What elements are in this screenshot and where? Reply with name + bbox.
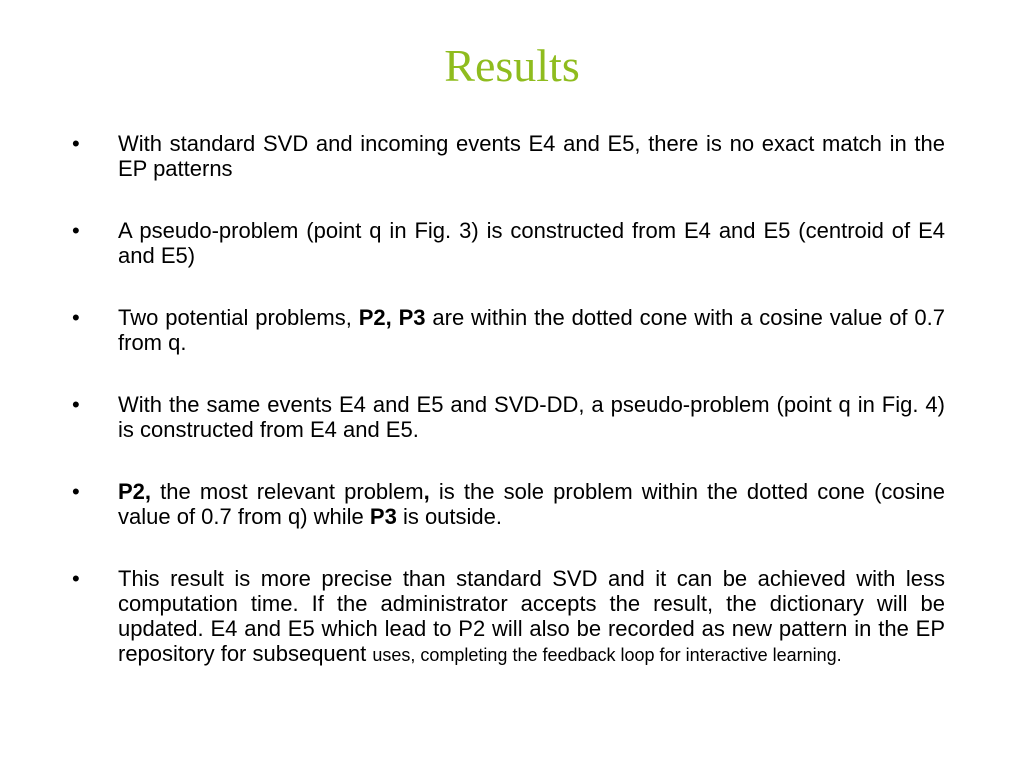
bullet-item (72, 479, 945, 529)
bullet-marker: • (72, 479, 80, 504)
bullet-text: With standard SVD and incoming events E4 and E5, there is no exact match in the EP patterns (118, 131, 945, 181)
bullet-item (72, 305, 945, 355)
bullet-marker: • (72, 218, 80, 243)
bullet-marker: • (72, 305, 80, 330)
bullet-marker: • (72, 566, 80, 591)
bullet-item (72, 218, 945, 268)
bullet-small-text: uses, completing the feedback loop for interactive learning. (372, 645, 842, 665)
bullet-text-part: is outside. (396, 504, 502, 529)
bullet-text: A pseudo-problem (point q in Fig. 3) is constructed from E4 and E5 (centroid of E4 and E5) (118, 218, 945, 268)
bullet-list (72, 131, 945, 705)
bullet-text: With the same events E4 and E5 and SVD-DD, a pseudo-problem (point q in Fig. 4) is constructed from E4 and E5. (118, 392, 945, 442)
bullet-marker: • (72, 131, 80, 156)
bullet-text-part: This result is more precise than standard SVD and it can be achieved with less computation time. If the administrator accepts the result, the dictionary will be updated. E4 and E5 which lead to P2 will also be recorded as new pattern in the EP repository for subsequent (118, 566, 945, 666)
bullet-item (72, 566, 945, 668)
bullet-text-part: Two potential problems, (118, 305, 359, 330)
bullet-bold-text: , (423, 479, 430, 504)
bullet-text-part: the most relevant problem (151, 479, 424, 504)
bullet-text-part: is the sole problem within the dotted cone (cosine value of 0.7 from q) while (118, 479, 945, 529)
bullet-item (72, 131, 945, 181)
bullet-bold-text: P3 (369, 504, 397, 529)
bullet-text-part: are within the dotted cone with a cosine value of 0.7 from q. (118, 305, 945, 355)
slide-title: Results (444, 40, 580, 91)
bullet-bold-text: P2, P3 (358, 305, 426, 330)
bullet-marker: • (72, 392, 80, 417)
bullet-bold-text: P2, (118, 479, 152, 504)
bullet-item (72, 392, 945, 442)
